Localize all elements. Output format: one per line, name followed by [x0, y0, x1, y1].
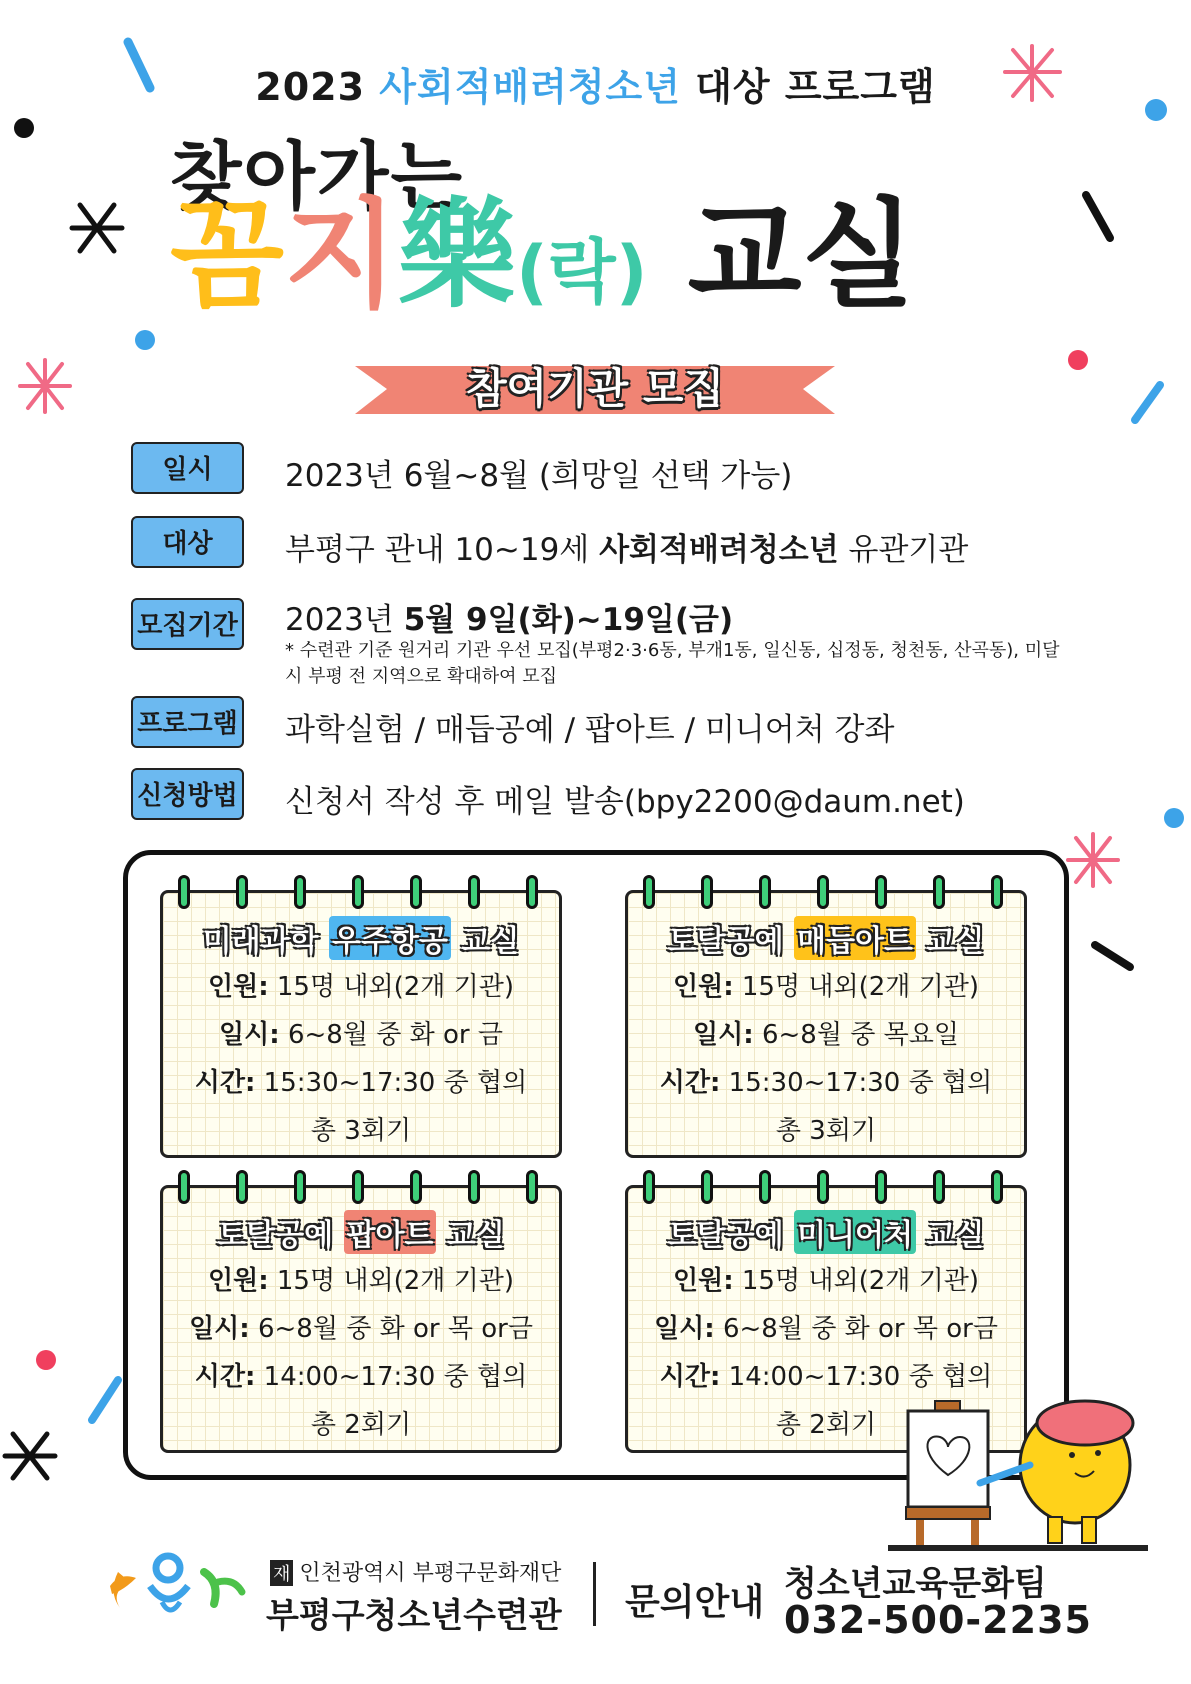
card-title-pre: 토탈공예 — [667, 1218, 795, 1253]
card-sessions: 총 2회기 — [310, 1410, 412, 1440]
card-title — [160, 916, 562, 960]
card-title — [625, 916, 1027, 960]
spiral-ring — [410, 1170, 422, 1204]
spiral-ring — [875, 1170, 887, 1204]
value-target-pre: 부평구 관내 10~19세 — [285, 532, 600, 568]
spiral-ring — [294, 875, 306, 909]
card-time-label: 시간: — [659, 1362, 721, 1392]
spiral-ring — [526, 1170, 538, 1204]
card-people-label: 인원: — [672, 972, 734, 1002]
organization-logo — [100, 1542, 250, 1622]
title-part5: 교실 — [687, 186, 916, 324]
card-time-value: 15:30~17:30 중 협의 — [720, 1068, 993, 1098]
contact-team: 청소년교육문화팀 — [784, 1564, 1047, 1604]
card-title-pre: 토탈공예 — [667, 924, 795, 959]
spiral-ring — [933, 875, 945, 909]
spiral-ring — [236, 1170, 248, 1204]
card-people-value: 15명 내외(2개 기관) — [733, 1266, 980, 1296]
title-part4: (락) — [516, 231, 648, 313]
card-title-highlight: 미니어처 — [794, 1210, 916, 1254]
spiral-ring — [178, 875, 190, 909]
spiral-ring — [817, 1170, 829, 1204]
program-label: 대상 프로그램 — [695, 65, 936, 109]
card-sessions: 총 2회기 — [775, 1410, 877, 1440]
spiral-ring — [701, 1170, 713, 1204]
program-heading — [0, 56, 1191, 111]
label-date: 일시 — [131, 442, 244, 494]
spiral-ring — [468, 875, 480, 909]
card-time — [625, 1356, 1027, 1393]
card-time-value: 15:30~17:30 중 협의 — [255, 1068, 528, 1098]
value-target-bold: 사회적배려청소년 — [599, 532, 839, 568]
footer-divider — [593, 1562, 596, 1626]
spiral-ring — [991, 1170, 1003, 1204]
main-title — [170, 186, 916, 324]
value-recruit-period — [285, 594, 733, 639]
card-people-label: 인원: — [207, 1266, 269, 1296]
card-date-value: 6~8월 중 화 or 금 — [279, 1020, 503, 1050]
contact-phone: 032-500-2235 — [784, 1598, 1092, 1642]
spiral-ring — [759, 1170, 771, 1204]
spiral-ring — [468, 1170, 480, 1204]
spiral-ring — [643, 875, 655, 909]
card-title-post: 교실 — [915, 1218, 985, 1253]
foundation-text: 인천광역시 부평구문화재단 — [299, 1561, 562, 1586]
inquiry-label: 문의안내 — [625, 1582, 765, 1623]
card-time-value: 14:00~17:30 중 협의 — [255, 1362, 528, 1392]
mascot-painter-illustration — [880, 1395, 1150, 1555]
card-title-post: 교실 — [450, 924, 520, 959]
card-people — [625, 966, 1027, 1003]
foundation-name — [270, 1556, 561, 1587]
title-part2: 지 — [284, 186, 398, 324]
card-date-label: 일시: — [654, 1314, 715, 1344]
card-time — [160, 1062, 562, 1099]
card-time-label: 시간: — [194, 1362, 256, 1392]
spiral-ring — [352, 875, 364, 909]
spiral-ring — [759, 875, 771, 909]
card-date — [160, 1014, 562, 1051]
card-title — [625, 1210, 1027, 1254]
value-target — [285, 524, 968, 569]
card-sessions: 총 3회기 — [310, 1116, 412, 1146]
card-title-highlight: 팝아트 — [344, 1210, 437, 1254]
recruit-note: * 수련관 기준 원거리 기관 우선 모집(부평2·3·6동, 부개1동, 일신동, 십정동, 청천동, 산곡동), 미달 시 부평 전 지역으로 확대하여 모집 — [285, 640, 1060, 687]
card-date — [625, 1014, 1027, 1051]
card-time-value: 14:00~17:30 중 협의 — [720, 1362, 993, 1392]
spiral-ring — [410, 875, 422, 909]
spiral-ring — [294, 1170, 306, 1204]
spiral-ring — [236, 875, 248, 909]
title-part1: 꼼 — [170, 186, 284, 324]
value-program: 과학실험 / 매듭공예 / 팝아트 / 미니어처 강좌 — [285, 712, 895, 748]
card-people-value: 15명 내외(2개 기관) — [268, 972, 515, 1002]
card-date — [160, 1308, 562, 1345]
card-title — [160, 1210, 562, 1254]
card-title-pre: 토탈공예 — [217, 1218, 344, 1253]
spiral-ring — [643, 1170, 655, 1204]
card-time-label: 시간: — [659, 1068, 721, 1098]
value-period-bold: 5월 9일(화)~19일(금) — [403, 602, 734, 638]
label-apply-method: 신청방법 — [131, 768, 244, 820]
card-people-label: 인원: — [207, 972, 269, 1002]
spiral-ring — [933, 1170, 945, 1204]
value-apply-method: 신청서 작성 후 메일 발송(bpy2200@daum.net) — [285, 784, 965, 820]
label-recruit-period: 모집기간 — [131, 598, 244, 650]
spiral-ring — [526, 875, 538, 909]
card-title-post: 교실 — [915, 924, 985, 959]
program-year: 2023 — [255, 65, 366, 109]
card-title-post: 교실 — [436, 1218, 505, 1253]
card-people — [160, 966, 562, 1003]
card-title-pre: 미래과학 — [202, 924, 330, 959]
title-line1: 찾아가는 — [170, 134, 464, 220]
spiral-ring — [875, 875, 887, 909]
spiral-ring — [991, 875, 1003, 909]
spiral-ring — [701, 875, 713, 909]
spiral-ring — [352, 1170, 364, 1204]
program-target-group: 사회적배려청소년 — [379, 65, 681, 109]
title-part3: 樂 — [398, 186, 517, 324]
card-date-value: 6~8월 중 화 or 목 or금 — [249, 1314, 533, 1344]
card-people-value: 15명 내외(2개 기관) — [733, 972, 980, 1002]
card-people — [160, 1260, 562, 1297]
value-date: 2023년 6월~8월 (희망일 선택 가능) — [285, 458, 793, 494]
card-time — [625, 1062, 1027, 1099]
card-people-value: 15명 내외(2개 기관) — [268, 1266, 515, 1296]
label-target: 대상 — [131, 516, 244, 568]
card-rings — [160, 875, 562, 909]
card-date — [625, 1308, 1027, 1345]
card-title-highlight: 매듭아트 — [794, 916, 916, 960]
card-rings — [625, 1170, 1027, 1204]
value-target-post: 유관기관 — [838, 532, 969, 568]
foundation-mark: 재 — [270, 1560, 293, 1586]
card-time — [160, 1356, 562, 1393]
card-sessions: 총 3회기 — [775, 1116, 877, 1146]
card-date-label: 일시: — [693, 1020, 754, 1050]
organization-name: 부평구청소년수련관 — [266, 1596, 562, 1636]
recruit-banner: 참여기관 모집 — [465, 364, 725, 413]
card-date-label: 일시: — [189, 1314, 250, 1344]
label-program: 프로그램 — [131, 696, 244, 748]
card-date-value: 6~8월 중 목요일 — [753, 1020, 959, 1050]
card-people — [625, 1260, 1027, 1297]
card-time-label: 시간: — [194, 1068, 256, 1098]
card-title-highlight: 우주항공 — [329, 916, 451, 960]
card-date-value: 6~8월 중 화 or 목 or금 — [714, 1314, 998, 1344]
spiral-ring — [817, 875, 829, 909]
spiral-ring — [178, 1170, 190, 1204]
card-rings — [625, 875, 1027, 909]
card-date-label: 일시: — [219, 1020, 280, 1050]
card-people-label: 인원: — [672, 1266, 734, 1296]
card-rings — [160, 1170, 562, 1204]
value-period-pre: 2023년 — [285, 602, 404, 638]
